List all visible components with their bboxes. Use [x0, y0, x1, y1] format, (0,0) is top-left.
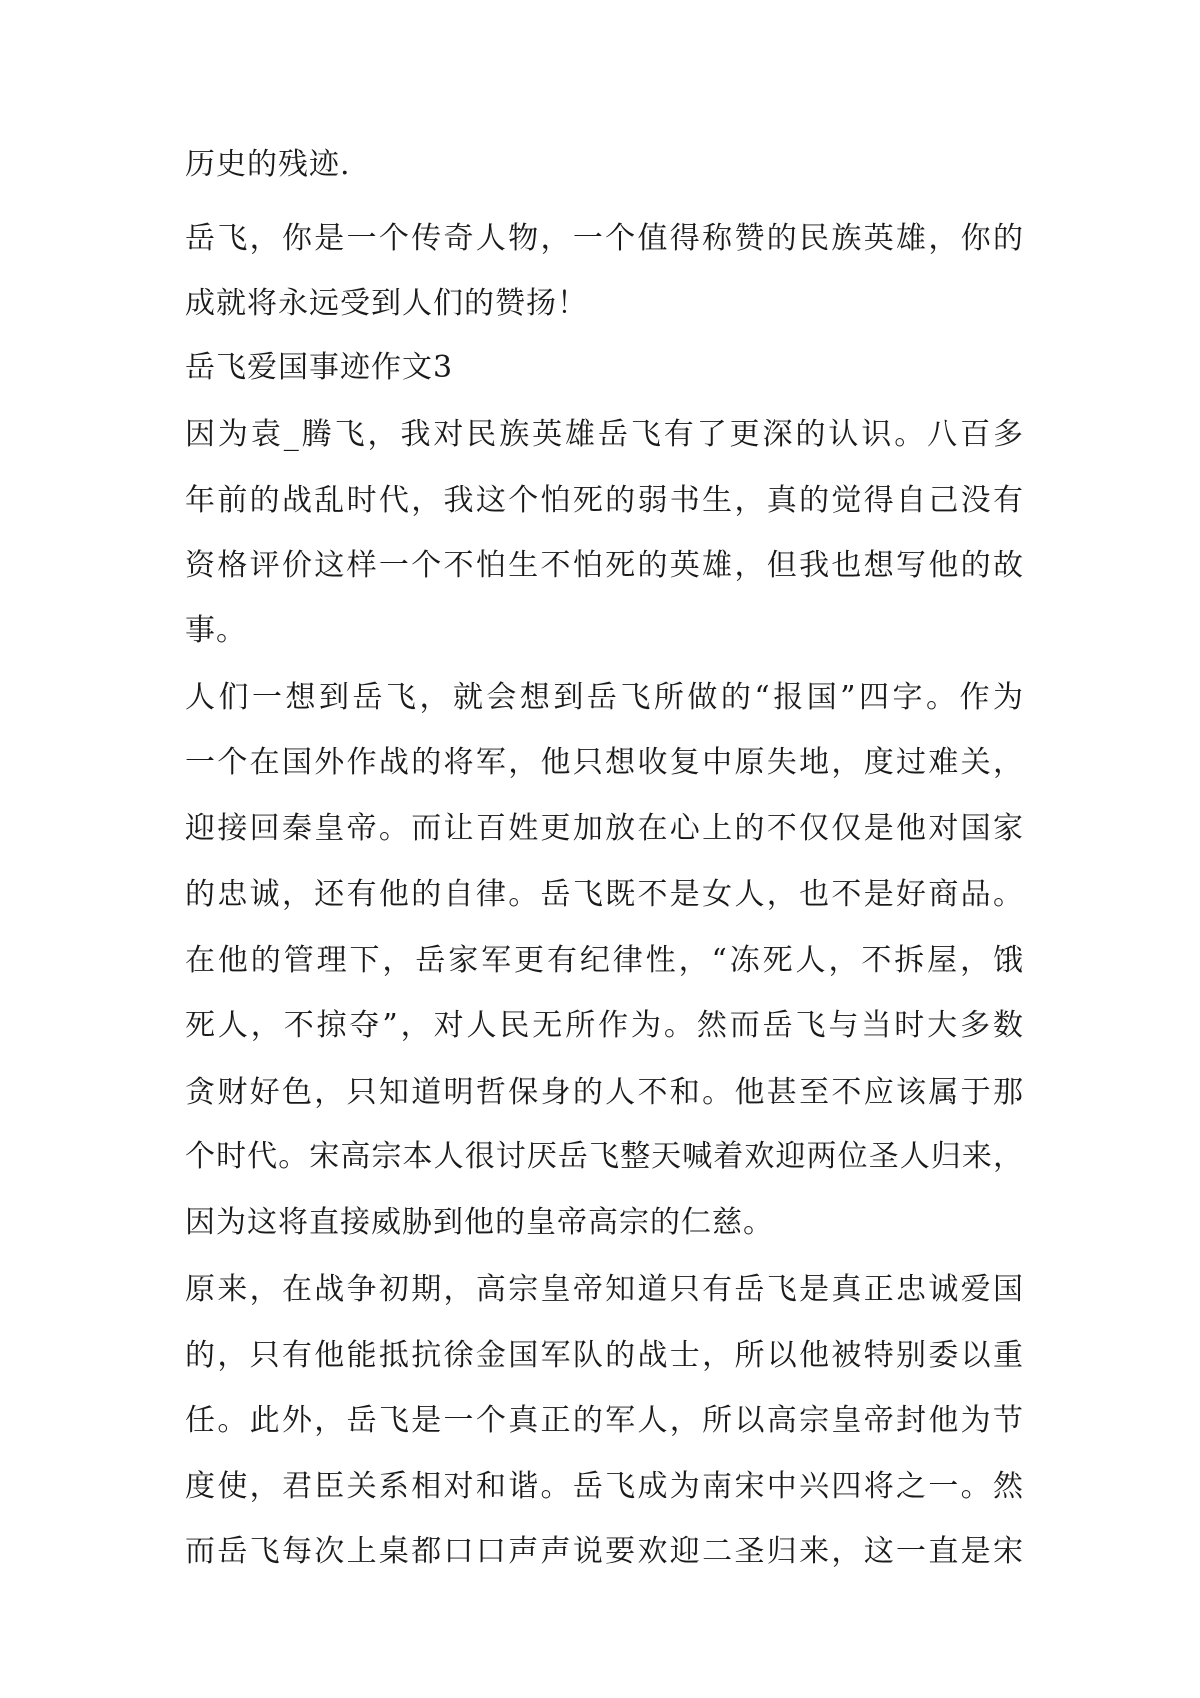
- text-line: 死人，不掠夺”，对人民无所作为。然而岳飞与当时大多数: [185, 1008, 1023, 1043]
- text-line: 成就将永远受到人们的赞扬！: [185, 286, 588, 321]
- text-line: 历史的残迹.: [185, 147, 351, 182]
- text-line: 岳飞，你是一个传奇人物，一个值得称赞的民族英雄，你的: [185, 221, 1023, 256]
- text-line: 资格评价这样一个不怕生不怕死的英雄，但我也想写他的故: [185, 548, 1023, 583]
- text-line: 个时代。宋高宗本人很讨厌岳飞整天喊着欢迎两位圣人归来，: [185, 1139, 1023, 1174]
- text-line: 任。此外，岳飞是一个真正的军人，所以高宗皇帝封他为节: [185, 1403, 1023, 1438]
- text-line: 在他的管理下，岳家军更有纪律性，“冻死人，不拆屋，饿: [185, 943, 1023, 978]
- text-line: 迎接回秦皇帝。而让百姓更加放在心上的不仅仅是他对国家: [185, 811, 1023, 846]
- text-line: 的忠诚，还有他的自律。岳飞既不是女人，也不是好商品。: [185, 877, 1023, 912]
- text-line: 而岳飞每次上桌都口口声声说要欢迎二圣归来，这一直是宋: [185, 1534, 1023, 1569]
- text-line: 贪财好色，只知道明哲保身的人不和。他甚至不应该属于那: [185, 1075, 1023, 1110]
- text-line: 的，只有他能抵抗徐金国军队的战士，所以他被特别委以重: [185, 1338, 1023, 1373]
- text-line: 因为这将直接威胁到他的皇帝高宗的仁慈。: [185, 1205, 774, 1240]
- section-heading: 岳飞爱国事迹作文3: [185, 350, 454, 385]
- text-line: 原来，在战争初期，高宗皇帝知道只有岳飞是真正忠诚爱国: [185, 1272, 1023, 1307]
- text-line: 事。: [185, 613, 247, 648]
- text-line: 因为袁_腾飞，我对民族英雄岳飞有了更深的认识。八百多: [185, 417, 1023, 452]
- text-line: 人们一想到岳飞，就会想到岳飞所做的“报国”四字。作为: [185, 680, 1023, 715]
- text-line: 年前的战乱时代，我这个怕死的弱书生，真的觉得自己没有: [185, 483, 1023, 518]
- text-line: 度使，君臣关系相对和谐。岳飞成为南宋中兴四将之一。然: [185, 1469, 1023, 1504]
- text-line: 一个在国外作战的将军，他只想收复中原失地，度过难关，: [185, 745, 1023, 780]
